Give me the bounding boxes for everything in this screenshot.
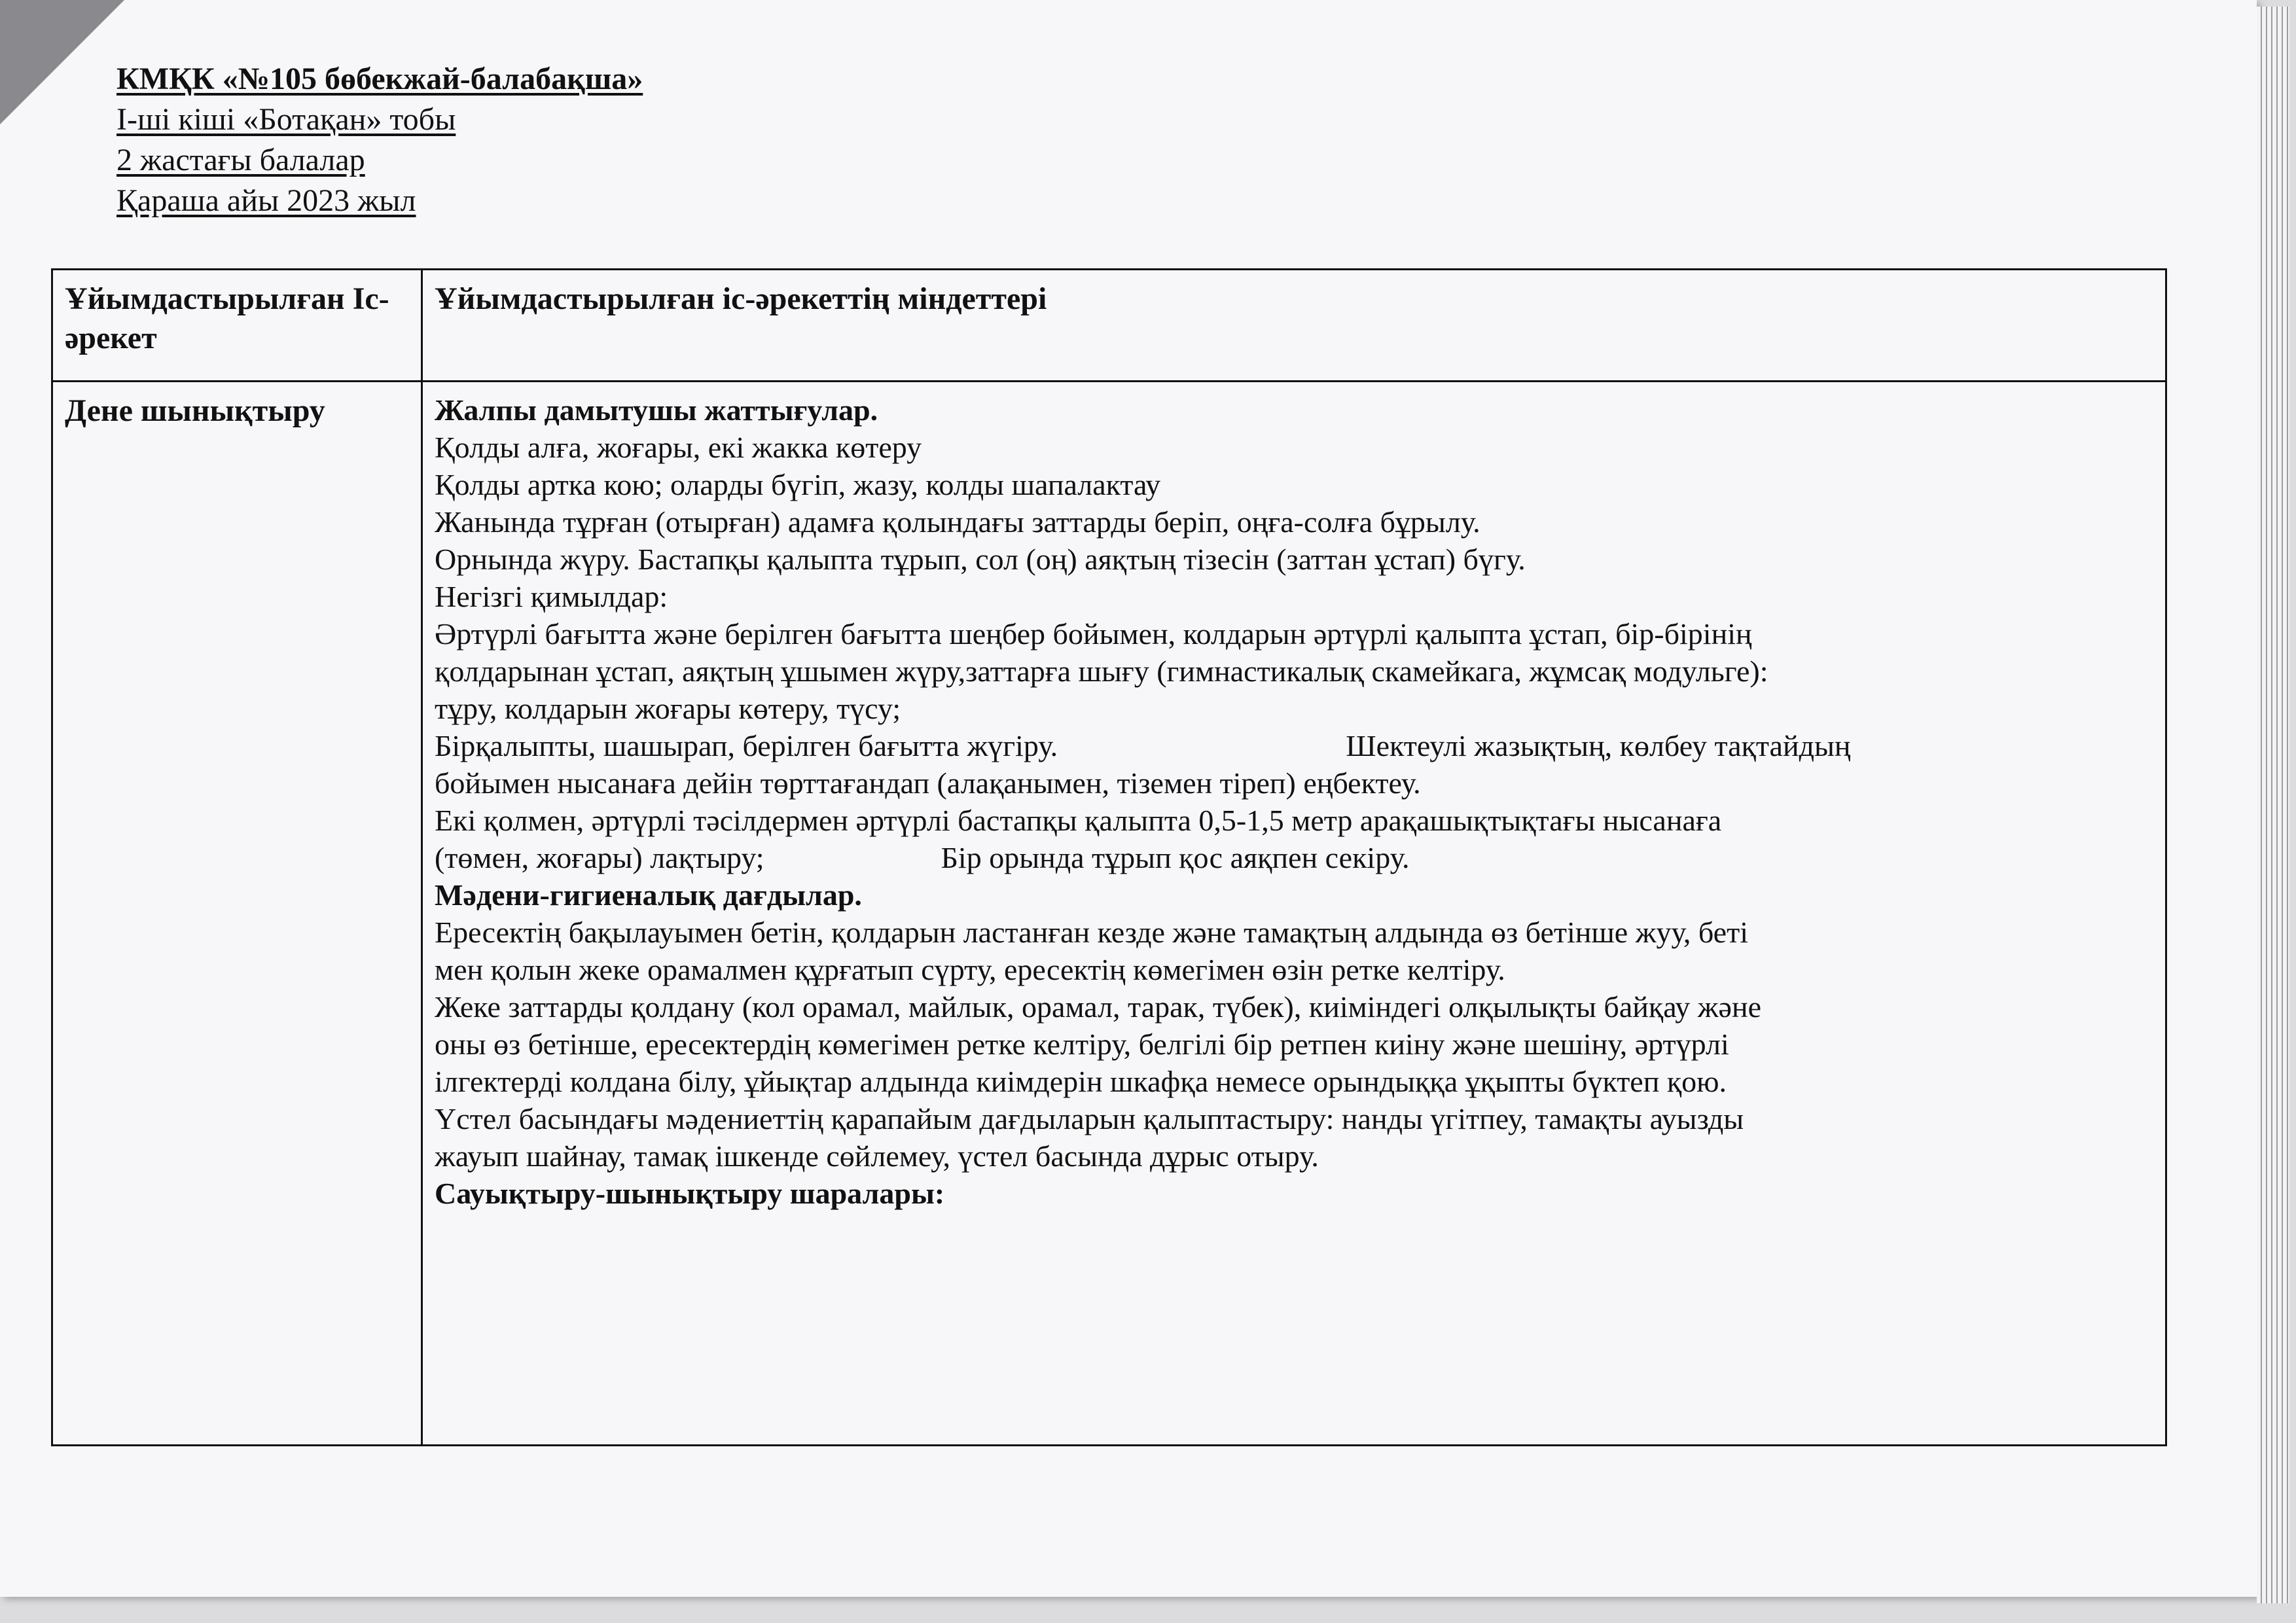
text-line: Үстел басындағы мәдениеттің қарапайым дағдыларын қалыптастыру: нанды үгітпеу, тамақты ауызды [435,1102,1744,1135]
text-line-split [435,839,2153,876]
text-line-split [435,727,2153,764]
stacked-page-edges [2257,7,2289,1603]
text-line: Әртүрлі бағытта және берілген бағытта шеңбер бойымен, колдарын әртүрлі қалыпта ұстап, бір-бірінің [435,617,1752,651]
text-line: Қолды артка кою; оларды бүгіп, жазу, колды шапалактау [435,468,1161,501]
tasks-column-header: Ұйымдастырылған іс-әрекеттің міндеттері [422,270,2166,382]
text-line: Орнында жүру. Бастапқы қалыпта тұрып, сол (оң) аяқтың тізесін (заттан ұстап) бүгу. [435,543,1526,576]
subheading-main-movements: Негізгі қимылдар: [435,580,668,613]
text-line: Екі қолмен, әртүрлі тәсілдермен әртүрлі бастапқы қалыпта 0,5-1,5 метр арақашықтықтағы нысанаға [435,804,1722,837]
text-line: Қолды алға, жоғары, екі жакка көтеру [435,431,922,464]
document-header [117,59,643,221]
institution-name: КМҚК «№105 бөбекжай-балабақша» [117,62,643,96]
text-line: қолдарынан ұстап, аяқтың ұшымен жүру,заттарға шығу (гимнастикалық скамейкага, жұмсақ модульге): [435,654,1768,688]
text-fragment: Бір орында тұрып қос аяқпен секіру. [941,841,1410,874]
table-row [52,382,2166,1446]
text-line: Жеке заттарды қолдану (кол орамал, майлык, орамал, тарак, түбек), киіміндегі олқылықты байқау және [435,990,1762,1024]
text-line: мен қолын жеке орамалмен құрғатып сүрту, ересектің көмегімен өзін ретке келтіру. [435,953,1505,986]
group-name: I-ші кіші «Ботақан» тобы [117,102,456,137]
section-heading-health-measures: Сауықтыру-шынықтыру шаралары: [435,1177,945,1210]
text-fragment: Бірқалыпты, шашырап, берілген бағытта жүгіру. [435,729,1058,762]
text-line: Ересектің бақылауымен бетін, қолдарын ластанған кезде және тамақтың алдында өз бетінше жуу, беті [435,916,1748,949]
text-line: ілгектерді колдана білу, ұйықтар алдында киімдерін шкафқа немесе орындыққа ұқыпты бүктеп қою. [435,1065,1727,1098]
text-line: оны өз бетінше, ересектердің көмегімен ретке келтіру, белгілі бір ретпен киіну және шешіну, әртүрлі [435,1027,1729,1061]
activity-plan-table [51,268,2167,1446]
month-year: Қараша айы 2023 жыл [117,183,416,218]
tasks-cell [422,382,2166,1446]
text-fragment: Шектеулі жазықтың, көлбеу тақтайдың [1346,729,1851,762]
text-fragment: (төмен, жоғары) лақтыру; [435,841,764,874]
text-line: Жанында тұрған (отырған) адамға қолындағы заттарды беріп, оңға-солға бұрылу. [435,505,1480,539]
text-line: бойымен нысанаға дейін төрттағандап (алақанымен, тіземен тіреп) еңбектеу. [435,766,1421,800]
folded-corner [0,0,124,124]
section-heading-hygiene-skills: Мәдени-гигиеналық дағдылар. [435,878,862,912]
text-line: тұру, колдарын жоғары көтеру, түсу; [435,692,901,725]
activity-name-cell: Дене шынықтыру [52,382,422,1446]
table-header-row [52,270,2166,382]
age-group: 2 жастағы балалар [117,143,365,177]
activity-column-header: Ұйымдастырылған Іс-әрекет [52,270,422,382]
section-heading-general-exercises: Жалпы дамытушы жаттығулар. [435,393,878,427]
text-line: жауып шайнау, тамақ ішкенде сөйлемеу, үстел басында дұрыс отыру. [435,1139,1319,1173]
